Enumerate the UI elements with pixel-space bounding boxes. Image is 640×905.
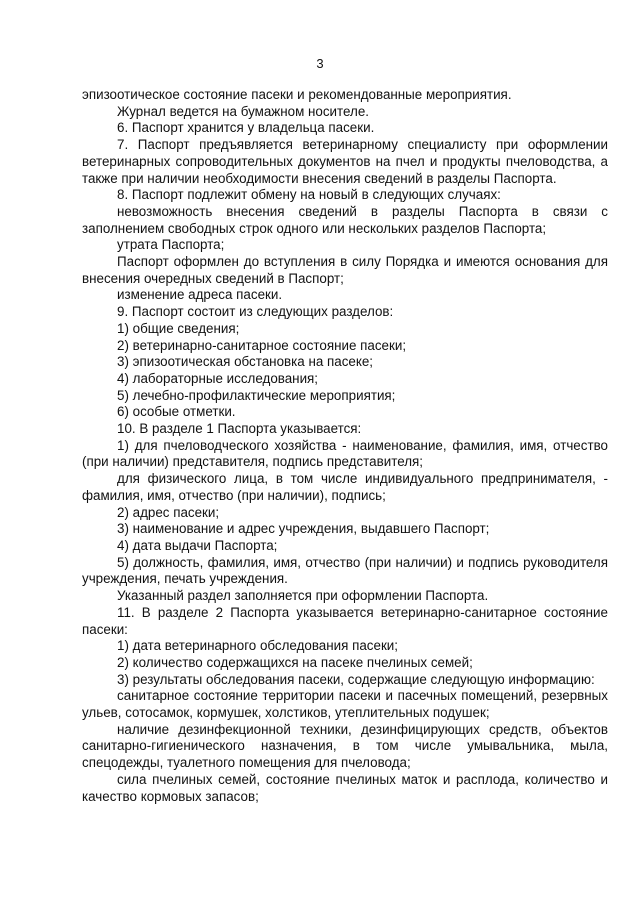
clause-9-item-4: 4) лабораторные исследования; [117, 370, 319, 386]
clause-8-case-old-passport: Паспорт оформлен до вступления в силу Порядка и имеются основания для внесения очередных сведений в Паспорт; [82, 254, 608, 286]
clause-8: 8. Паспорт подлежит обмену на новый в следующих случаях: [117, 187, 501, 203]
clause-7: 7. Паспорт предъявляется ветеринарному специалисту при оформлении ветеринарных сопроводительных документов на пчел и продукты пчеловодства, а также при наличии необходимости внесения сведений в разделы Паспорта. [82, 137, 608, 186]
clause-11-item-1: 1) дата ветеринарного обследования пасеки; [117, 638, 398, 654]
clause-11: 11. В разделе 2 Паспорта указывается ветеринарно-санитарное состояние пасеки: [82, 604, 608, 637]
clause-9: 9. Паспорт состоит из следующих разделов: [117, 304, 394, 320]
clause-11-item-3: 3) результаты обследования пасеки, содержащие следующую информацию: [117, 671, 595, 687]
clause-10-item-2: 2) адрес пасеки; [117, 504, 220, 520]
page-number: 3 [316, 56, 324, 71]
clause-9-item-3: 3) эпизоотическая обстановка на пасеке; [117, 354, 374, 370]
clause-10-item-4: 4) дата выдачи Паспорта; [117, 537, 278, 553]
clause-9-item-5: 5) лечебно-профилактические мероприятия; [117, 387, 396, 403]
clause-11-item-3-colony-strength: сила пчелиных семей, состояние пчелиных маток и расплода, количество и качество кормовых запасов; [82, 771, 608, 804]
clause-10-item-1: 1) для пчеловодческого хозяйства - наименование, фамилия, имя, отчество (при наличии) представителя, подпись представителя; [82, 437, 608, 470]
clause-8-case-loss: утрата Паспорта; [117, 237, 225, 253]
clause-9-item-1: 1) общие сведения; [117, 320, 240, 336]
clause-9-item-6: 6) особые отметки. [117, 404, 236, 420]
clause-6: 6. Паспорт хранится у владельца пасеки. [117, 120, 375, 136]
clause-8-case-full-rows: невозможность внесения сведений в разделы Паспорта в связи с заполнением свободных строк одного или нескольких разделов Паспорта; [82, 203, 608, 236]
clause-10-item-5: 5) должность, фамилия, имя, отчество (при наличии) и подпись руководителя учреждения, печать учреждения. [82, 554, 608, 587]
clause-8-case-address-change: изменение адреса пасеки. [117, 287, 283, 303]
clause-11-item-2: 2) количество содержащихся на пасеке пчелиных семей; [117, 654, 473, 670]
clause-9-item-2: 2) ветеринарно-санитарное состояние пасеки; [117, 337, 407, 353]
clause-10: 10. В разделе 1 Паспорта указывается: [117, 421, 362, 437]
paragraph-continuation: эпизоотическое состояние пасеки и рекомендованные мероприятия. [82, 87, 512, 102]
clause-11-item-3-sanitary-state: санитарное состояние территории пасеки и пасечных помещений, резервных ульев, сотосамок, кормушек, холстиков, утеплительных подушек; [82, 688, 608, 721]
paragraph-journal-medium: Журнал ведется на бумажном носителе. [117, 103, 370, 119]
clause-10-item-1-individual: для физического лица, в том числе индивидуального предпринимателя, - фамилия, имя, отчество (при наличии), подпись; [82, 471, 608, 503]
document-body [82, 87, 608, 805]
clause-10-note: Указанный раздел заполняется при оформлении Паспорта. [117, 588, 489, 604]
clause-11-item-3-disinfection: наличие дезинфекционной техники, дезинфицирующих средств, объектов санитарно-гигиенического назначения, в том числе умывальника, мыла, спецодежды, туалетного помещения для пчеловода; [82, 721, 608, 771]
clause-10-item-3: 3) наименование и адрес учреждения, выдавшего Паспорт; [117, 521, 490, 537]
